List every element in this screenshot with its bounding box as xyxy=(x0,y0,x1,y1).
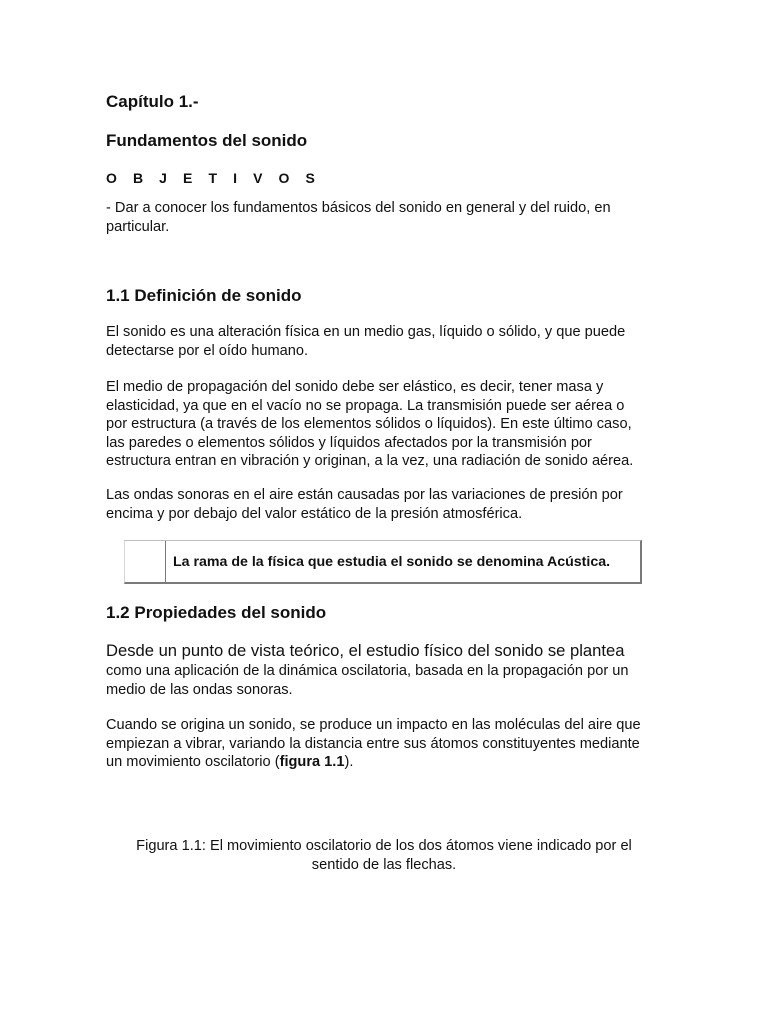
section-2-paragraph-2 xyxy=(106,716,686,772)
section-2-paragraph-1 xyxy=(106,662,686,699)
text-line: El medio de propagación del sonido debe ser elástico, es decir, tener masa y xyxy=(106,379,604,395)
chapter-title: Fundamentos del sonido xyxy=(106,131,308,150)
text-line: Cuando se origina un sonido, se produce un impacto en las moléculas del aire que xyxy=(106,717,641,733)
text-line: encima y por debajo del valor estático de la presión atmosférica. xyxy=(106,505,523,522)
text-line: las paredes o elementos sólidos y líquidos afectados por la transmisión por xyxy=(106,434,592,451)
text-line: particular. xyxy=(106,218,170,235)
text-line: estructura entran en vibración y originan, a la vez, una radiación de sonido aérea. xyxy=(106,453,634,470)
text-fragment: ). xyxy=(344,754,354,771)
caption-line: Figura 1.1: El movimiento oscilatorio de los dos átomos viene indicado por el xyxy=(136,838,632,854)
text-line: El sonido es una alteración física en un medio gas, líquido o sólido, y que puede xyxy=(106,324,626,340)
text-line: elasticidad, ya que en el vacío no se propaga. La transmisión puede ser aérea o xyxy=(106,397,625,414)
callout-text: La rama de la física que estudia el sonido se denomina Acústica. xyxy=(173,554,611,570)
text-line: detectarse por el oído humano. xyxy=(106,342,309,359)
text-line-with-reference xyxy=(106,753,686,772)
chapter-label: Capítulo 1.- xyxy=(106,92,199,111)
text-line: - Dar a conocer los fundamentos básicos del sonido en general y del ruido, en xyxy=(106,200,611,216)
text-line: como una aplicación de la dinámica oscilatoria, basada en la propagación por un xyxy=(106,663,629,679)
text-line: por estructura (a través de los elementos sólidos o líquidos). En este último caso, xyxy=(106,416,632,433)
objectives-heading: O B J E T I V O S xyxy=(106,170,321,186)
callout-box xyxy=(124,540,642,584)
text-line: medio de las ondas sonoras. xyxy=(106,681,293,698)
text-line: Las ondas sonoras en el aire están causadas por las variaciones de presión por xyxy=(106,487,623,503)
section-1-paragraph-1 xyxy=(106,323,686,360)
section-1-heading: 1.1 Definición de sonido xyxy=(106,286,302,305)
caption-line: sentido de las flechas. xyxy=(311,856,457,873)
section-1-paragraph-2 xyxy=(106,378,686,471)
callout-divider xyxy=(165,541,166,582)
section-2-heading: 1.2 Propiedades del sonido xyxy=(106,603,327,622)
objectives-paragraph xyxy=(106,199,686,236)
text-fragment: un movimiento oscilatorio ( xyxy=(106,754,280,771)
text-line: empiezan a vibrar, variando la distancia entre sus átomos constituyentes mediante xyxy=(106,735,640,752)
section-1-paragraph-3 xyxy=(106,486,686,523)
figure-caption xyxy=(100,837,668,874)
figure-reference: figura 1.1 xyxy=(279,754,345,771)
section-2-lead-line: Desde un punto de vista teórico, el estudio físico del sonido se plantea xyxy=(106,641,625,660)
